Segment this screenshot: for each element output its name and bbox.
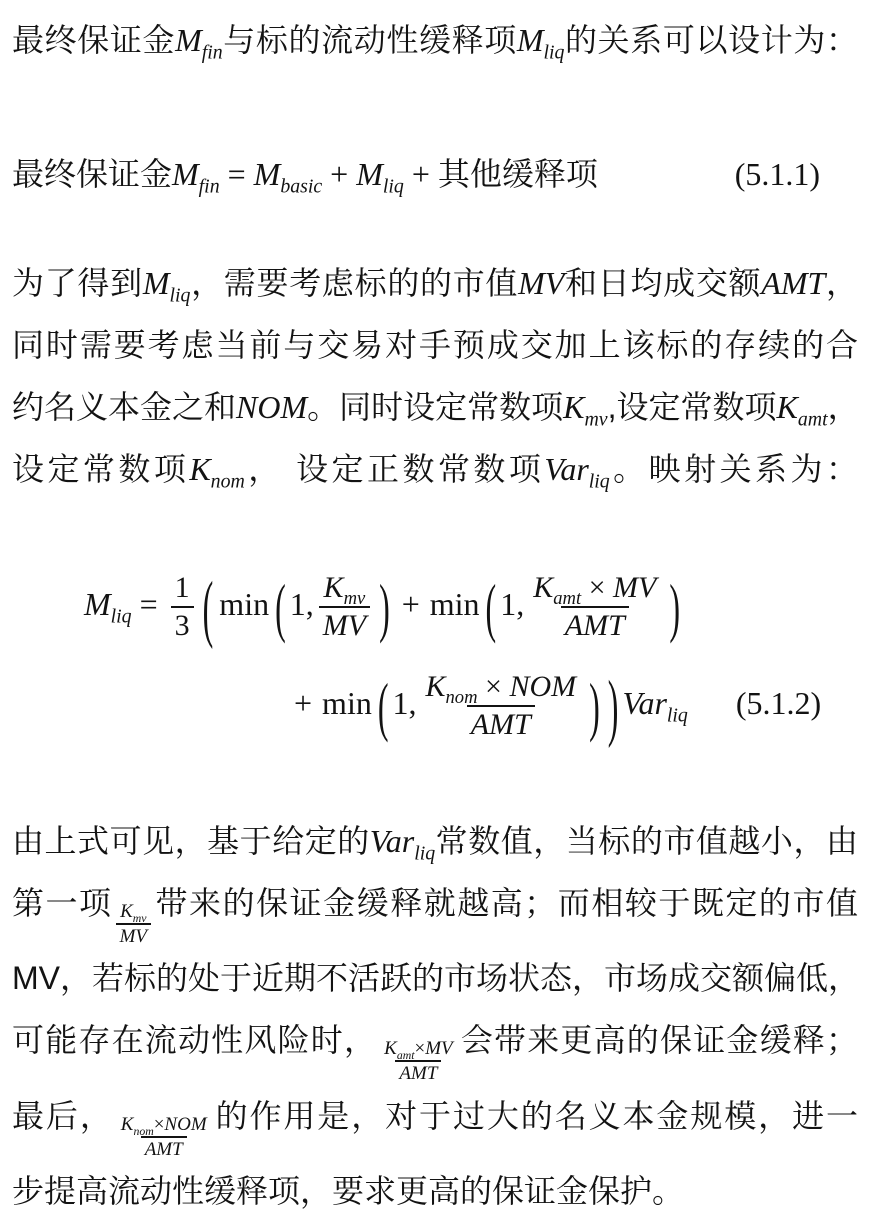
text-line: 最终保证金$M_{fin}$与标的流动性缓释项$M_{liq}$的关系可以设计为：	[12, 22, 858, 64]
text-line: 由上式可见，基于给定的Var$_{liq}$常数值，当标的市值越小，由	[12, 823, 858, 865]
text-line: 第一项 $\frac{K_{mv}}{MV}$ 带来的保证金缓释就越高；而相较于既定的市值	[12, 885, 858, 948]
intro-paragraph	[12, 8, 858, 72]
equation-5-1-1-body: 最终保证金$M_{fin} = M_{basic} + M_{liq}$ + 其他缓释项	[12, 156, 598, 198]
text-line: 为了得到$M_{liq}$，需要考虑标的的市值MV和日均成交额AMT，	[12, 265, 858, 307]
equation-5-1-2	[12, 552, 858, 750]
text-line: 设定常数项$K_{nom}$， 设定正数常数项Var$_{liq}$。映射关系为：	[12, 451, 858, 493]
text-line: 最后， $\frac{K_{nom}\times NOM}{\text{AMT}}$ 的作用是，对于过大的名义本金规模，进一	[12, 1097, 858, 1160]
text-line: 同时需要考虑当前与交易对手预成交加上该标的存续的合	[12, 327, 858, 363]
text-line: MV，若标的处于近期不活跃的市场状态，市场成交额偏低，	[12, 960, 861, 997]
equation-5-1-2-line-2: + min ( 1, $\frac{K_{nom} \times NOM}{\text{AMT}}$ ) ) Var$_{liq}$ (5.1.2)	[294, 663, 822, 748]
text-line: 可能存在流动性风险时， $\frac{K_{amt}\times MV}{\text{AMT}}$ 会带来更高的保证金缓释；	[12, 1022, 858, 1085]
document-page	[12, 8, 861, 1222]
paragraph-analysis	[12, 810, 861, 1222]
paragraph-definitions	[12, 252, 858, 500]
equation-5-1-1	[12, 142, 858, 206]
text-line: 步提高流动性缓释项，要求更高的保证金保护。	[12, 1173, 685, 1210]
text-line: 约名义本金之和NOM。同时设定常数项$K_{mv}$,设定常数项$K_{amt}$，	[12, 389, 860, 431]
equation-5-1-1-number: (5.1.1)	[734, 156, 820, 192]
equation-5-1-2-line-1: $M_{liq}$ = $\frac{1}{3}$ ( min ( 1, $\frac{K_{mv}}{MV}$ ) + min ( 1, $\frac{K_{amt} \times MV}{\text{AMT}}$ )	[84, 564, 681, 649]
